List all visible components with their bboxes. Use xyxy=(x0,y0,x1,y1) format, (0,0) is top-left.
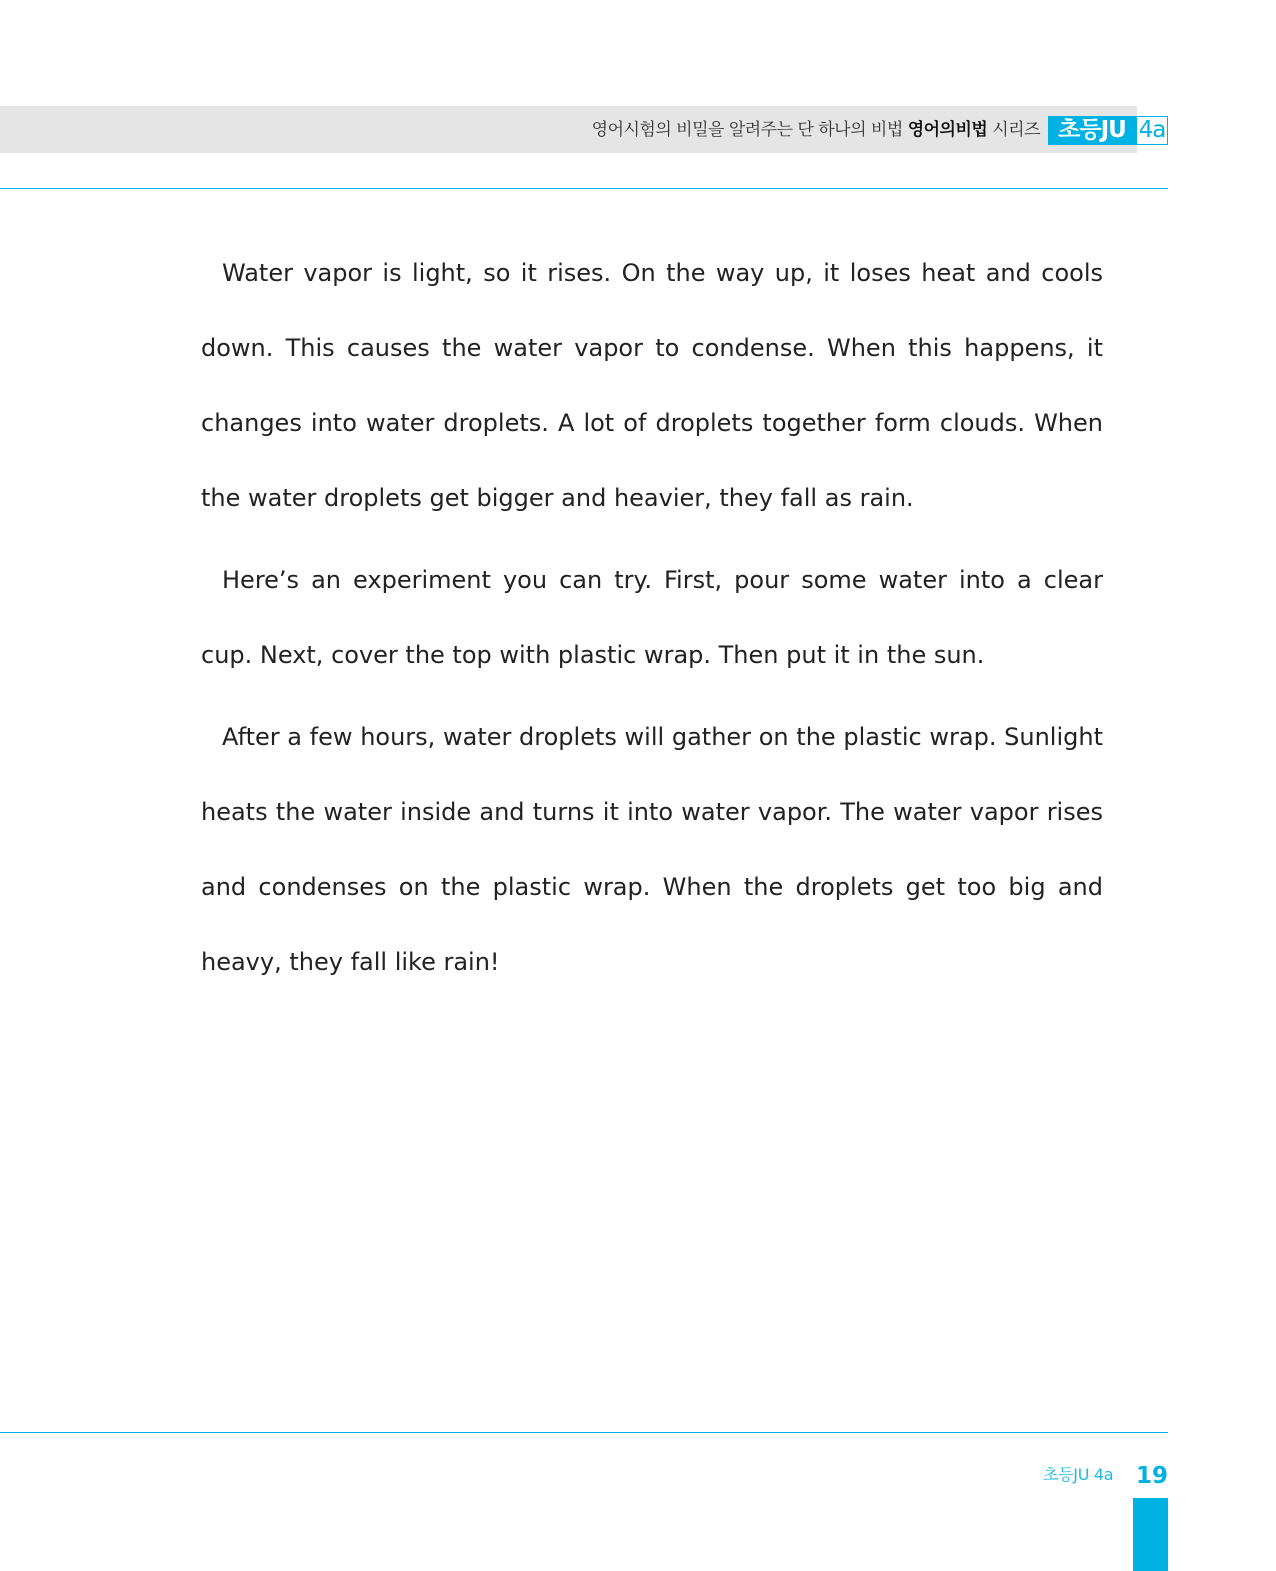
series-level: 4a xyxy=(1136,116,1168,145)
header-tagline-text: 영어시험의 비밀을 알려주는 단 하나의 비법 xyxy=(591,120,903,140)
bottom-divider xyxy=(0,1432,1168,1433)
paragraph-1: Water vapor is light, so it rises. On the way up, it loses heat and cools down. This causes the water vapor to condense. When this happens, it changes into water droplets. A lot of droplets together form clouds. When the water droplets get bigger and heavier, they fall as rain. xyxy=(201,259,1103,512)
footer-series-label: 초등JU 4a xyxy=(1043,1465,1114,1484)
header-series-suffix: 시리즈 xyxy=(992,120,1040,140)
paragraph-3: After a few hours, water droplets will gather on the plastic wrap. Sunlight heats the water inside and turns it into water vapor. The water vapor rises and condenses on the plastic wrap. When the droplets get too big and heavy, they fall like rain! xyxy=(201,723,1103,976)
top-divider xyxy=(0,188,1168,189)
header-brand: 영어의비법 xyxy=(907,120,988,140)
page-number: 19 xyxy=(1136,1463,1169,1489)
series-name: 초등JU xyxy=(1048,116,1136,145)
series-badge xyxy=(1048,116,1168,145)
paragraph-2: Here’s an experiment you can try. First, pour some water into a clear cup. Next, cover the top with plastic wrap. Then put it in the sun. xyxy=(201,566,1103,669)
body-text xyxy=(201,236,1103,1000)
page-edge-tab xyxy=(1133,1498,1168,1571)
header-tagline xyxy=(592,116,1040,144)
